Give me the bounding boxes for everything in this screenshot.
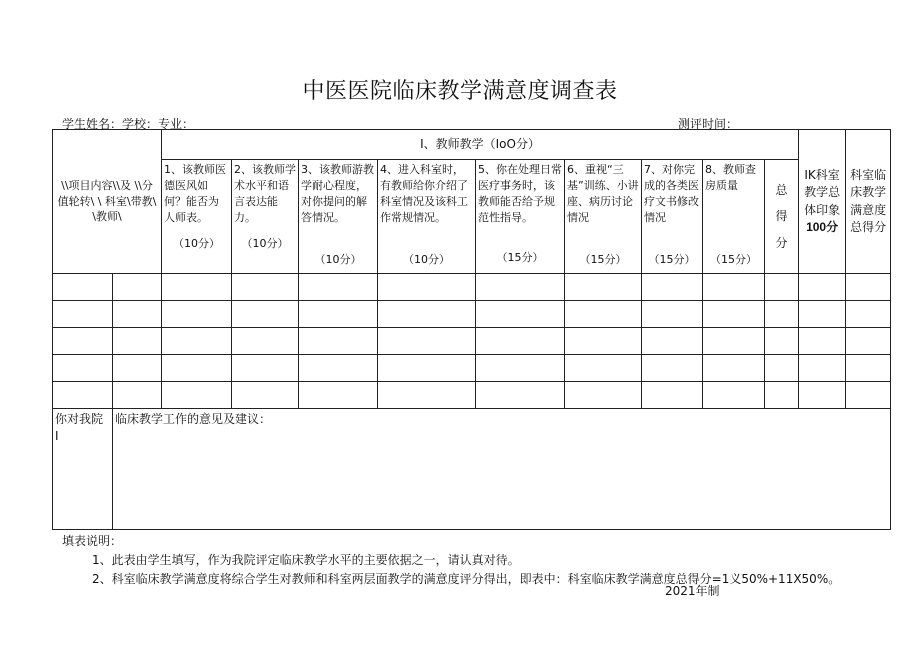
criterion-text: 4、进入科室时，有教师给你介绍了科室情况及该科工作常规情况。: [380, 163, 468, 224]
instruction-item-2: 2、科室临床教学满意度将综合学生对教师和科室两层面教学的满意度评分得出，即表中：科室临床教学满意度总得分=1义50%+11X50%。: [92, 572, 841, 586]
criterion-points: （10分）: [403, 253, 450, 266]
criterion-2: [232, 160, 299, 274]
impression-points: 100分: [806, 219, 839, 234]
criterion-1: [162, 160, 232, 274]
corner-header-cell: [53, 130, 162, 274]
feedback-label: 你对我院 I: [53, 409, 113, 530]
instructions: [62, 532, 840, 589]
criterion-text: 7、对你完成的各类医疗文书修改情况: [644, 163, 699, 224]
impression-label: IK科室教学总体印象: [804, 167, 841, 217]
feedback-prompt: 临床教学工作的意见及建议：: [115, 412, 272, 426]
criterion-points: （15分）: [648, 253, 696, 266]
teacher-section-header: I、教师教学（IoO分）: [162, 130, 799, 160]
criterion-points: （15分）: [579, 253, 627, 266]
survey-table: [52, 129, 891, 530]
page-title: 中医医院临床教学满意度调查表: [302, 79, 618, 104]
instruction-item-1: 1、此表由学生填写，作为我院评定临床教学水平的主要依据之一，请认真对待。: [92, 553, 520, 567]
criterion-text: 2、该教师学术水平和语言表达能力。: [234, 163, 296, 224]
feedback-area[interactable]: [113, 409, 891, 530]
criterion-3: [299, 160, 378, 274]
criterion-text: 5、你在处理日常医疗事务时，该教师能否给予规范性指导。: [478, 163, 562, 224]
criterion-text: 3、该教师游教学耐心程度，对你提问的解答情况。: [301, 163, 374, 224]
criterion-text: 6、重视“三基”训练、小讲座、病历讨论情况: [567, 163, 639, 224]
corner-label: \\项目内容\\及 \\分值轮转\ \ 科室\带教\ \教师\: [57, 178, 157, 224]
made-year: 2021年制: [665, 584, 720, 598]
criterion-8: [703, 160, 765, 274]
student-info-line: 学生姓名：学校：专业：: [62, 117, 195, 131]
criterion-5: [476, 160, 565, 274]
table-row: [53, 301, 891, 328]
table-row: [53, 382, 891, 409]
criterion-points: （10分）: [241, 237, 289, 250]
total-score-header: [765, 160, 799, 274]
criterion-4: [378, 160, 476, 274]
impression-header-cell: [799, 130, 846, 274]
dept-total-header: 科室临床教学满意度总得分: [846, 130, 891, 274]
table-row: [53, 328, 891, 355]
criterion-points: （10分）: [314, 253, 362, 266]
criterion-text: 1、该教师医德医风如何？能否为人师表。: [164, 163, 226, 224]
criterion-points: （15分）: [710, 253, 757, 266]
criterion-text: 8、教师查房质量: [705, 163, 756, 192]
instructions-header: 填表说明：: [62, 534, 123, 548]
total-score-label: 总 得 分: [775, 182, 788, 250]
criterion-points: （10分）: [173, 237, 220, 250]
criterion-points: （15分）: [496, 251, 544, 264]
table-row: [53, 355, 891, 382]
table-row: [53, 274, 891, 301]
criterion-6: [565, 160, 642, 274]
eval-time-label: 测评时间：: [678, 117, 739, 131]
criterion-7: [642, 160, 703, 274]
